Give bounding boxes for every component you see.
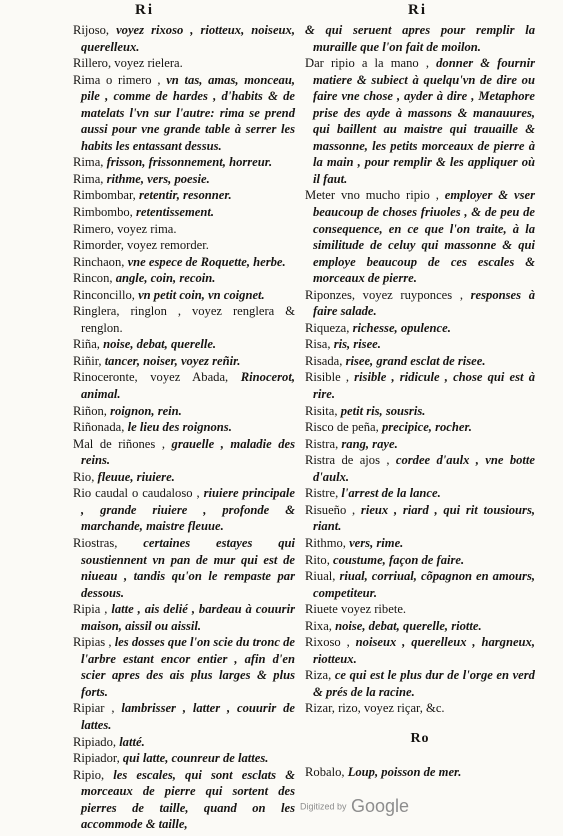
dictionary-entry [305, 552, 535, 569]
dictionary-entry [73, 55, 295, 72]
watermark-prefix: Digitized by [300, 801, 347, 812]
dictionary-entry [73, 734, 295, 751]
dictionary-entry [305, 419, 535, 436]
digitization-watermark [300, 796, 409, 817]
dictionary-entry [73, 403, 295, 420]
entry-headword: Meter vno mucho ripio , [305, 188, 445, 203]
entry-definition: le lieu des roignons. [127, 420, 232, 435]
entry-definition: vers, rime. [349, 535, 404, 550]
dictionary-entry [73, 336, 295, 353]
entry-headword: Risa, [305, 337, 334, 352]
entry-definition: employer & vser beaucoup de choses friuoles , & de peu de consequence, en ce que l'on traite, à la similitude de celuy qui massonne & qui employe beaucoup de ces escales & morceaux de pierre. [313, 188, 535, 286]
entry-definition: Loup, poisson de mer. [347, 764, 462, 779]
entry-definition: cordee d'aulx , vne botte d'aulx. [313, 453, 536, 484]
entry-headword: Rillero, voyez rielera. [73, 56, 183, 71]
dictionary-entry [73, 469, 295, 486]
dictionary-entry [305, 187, 535, 286]
entry-definition: donner & fournir matiere & subiect à quelqu'vn de dire ou faire vne chose , ayder à dire , Metaphore prise des ayde à massons & manauures, qui baillent au maistre qui trauaille & massonne, les petits morceaux de pierre à la main , pour remplir & les appliquer où il faut. [313, 56, 535, 186]
entry-definition: vn petit coin, vn coignet. [138, 287, 265, 302]
dictionary-entry [73, 700, 295, 733]
dictionary-entry [73, 353, 295, 370]
dictionary-entry [73, 485, 295, 535]
entry-definition: fleuue, riuiere. [97, 469, 175, 484]
dictionary-entry [305, 436, 535, 453]
dictionary-entry [305, 485, 535, 502]
entry-definition: l'arrest de la lance. [341, 486, 441, 501]
dictionary-entry [73, 436, 295, 469]
dictionary-entry [305, 634, 535, 667]
dictionary-entry [73, 287, 295, 304]
entry-definition: lambrisser , latter , couurir de lattes. [81, 701, 295, 732]
entry-definition: angle, coin, recoin. [115, 271, 216, 286]
entry-headword: Rito, [305, 552, 333, 567]
entry-definition: rithme, vers, poesie. [106, 171, 210, 186]
entry-definition: vn tas, amas, monceau, pile , comme de hardes , d'habits & de matelats l'vn sur l'autre: rima se prend aussi pour vne grande table à serrer les habits les entassant dessus. [81, 72, 295, 153]
entry-definition: precipice, rocher. [381, 420, 472, 435]
entry-headword: Ristra, [305, 436, 342, 451]
entry-headword: Rima o rimero , [73, 72, 167, 87]
dictionary-entry [305, 452, 535, 485]
dictionary-entry [73, 535, 295, 601]
entry-definition: retentissement. [135, 205, 214, 220]
entry-definition: qui latte, counreur de lattes. [122, 751, 269, 766]
entry-definition: petit ris, sousris. [340, 403, 426, 418]
right-running-head: Ri [408, 2, 427, 18]
dictionary-entry [73, 221, 295, 238]
dictionary-entry [305, 287, 535, 320]
entry-definition: voyez rixoso , riotteux, noiseux, querelleux. [81, 23, 295, 54]
entry-headword: Riqueza, [305, 320, 353, 335]
entry-definition: riuiere principale , grande riuiere , profonde & marchande, maistre fleuue. [81, 486, 295, 534]
entry-headword: Riza, [305, 668, 335, 683]
entry-definition: vne espece de Roquette, herbe. [127, 254, 286, 269]
dictionary-entry [73, 750, 295, 767]
entry-headword: Mal de riñones , [73, 436, 172, 451]
left-running-head: Ri [135, 2, 154, 18]
entry-definition: noise, debat, querelle. [103, 337, 217, 352]
entry-headword: Rinoceronte, voyez Abada, [73, 370, 241, 385]
entry-definition: ris, risee. [333, 337, 381, 352]
entry-headword: Rimbombo, [73, 205, 136, 220]
entry-headword: Rima, [73, 171, 107, 186]
dictionary-entry [305, 764, 535, 781]
entry-headword: Robalo, [305, 764, 348, 779]
dictionary-entry [305, 320, 535, 337]
dictionary-entry [73, 601, 295, 634]
entry-headword: Riñon, [73, 403, 111, 418]
dictionary-entry [73, 767, 295, 833]
dictionary-entry [73, 204, 295, 221]
entry-headword: Ripiar , [73, 701, 122, 716]
dictionary-entry [305, 403, 535, 420]
entry-definition: frisson, frissonnement, horreur. [106, 155, 273, 170]
running-header [0, 2, 563, 22]
entry-headword: Riñonada, [73, 420, 128, 435]
entry-definition: certaines estayes qui soustiennent vn pan de mur qui est de niueau , tandis qu'on le rempaste par dessous. [81, 535, 296, 600]
dictionary-entry [305, 22, 535, 55]
entry-definition: les escales, qui sont esclats & morceaux de pierre qui sortent des pierres de taille, quand on les accommode & taille, [81, 767, 295, 832]
dictionary-entry [305, 667, 535, 700]
entry-headword: Rimorder, voyez remorder. [73, 238, 209, 253]
entry-headword: Rinchaon, [73, 254, 128, 269]
dictionary-entry [305, 601, 535, 618]
entry-headword: Rimero, voyez rima. [73, 221, 177, 236]
dictionary-entry [305, 502, 535, 535]
entry-headword: Risita, [305, 403, 341, 418]
entry-definition: Rinocerot, animal. [81, 370, 295, 402]
entry-headword: Rincon, [73, 271, 116, 286]
entry-definition: noise, debat, querelle, riotte. [335, 618, 482, 633]
entry-definition: risible , ridicule , chose qui est à rire. [313, 370, 535, 402]
entry-headword: Risible , [305, 370, 355, 385]
entry-definition: noiseux , querelleux , hargneux, riotteux. [313, 635, 536, 666]
entry-headword: Riña, [73, 337, 104, 352]
entry-headword: Risada, [305, 353, 346, 368]
entry-headword: Rio, [73, 469, 98, 484]
dictionary-entry [73, 419, 295, 436]
dictionary-entry [73, 270, 295, 287]
entry-headword: Ristra de ajos , [305, 453, 396, 468]
dictionary-entry [305, 55, 535, 187]
entry-headword: Rima, [73, 155, 107, 170]
entry-headword: Ringlera, ringlon , voyez renglera & renglon. [73, 304, 295, 335]
entry-definition: ce qui est le plus dur de l'orge en verd & prés de la racine. [313, 668, 535, 699]
entry-headword: Dar ripio a la mano , [305, 56, 437, 71]
entry-headword: Riponzes, voyez ruyponces , [305, 287, 471, 302]
entry-definition: latte , ais delié , bardeau à couurir maison, aissil ou aissil. [81, 602, 295, 633]
entry-definition: rieux , riard , qui rit tousiours, riant. [313, 502, 535, 534]
entry-definition: grauelle , maladie des reins. [81, 436, 295, 468]
dictionary-entry [305, 618, 535, 635]
entry-headword: Riñir, [73, 353, 105, 368]
entry-headword: Rixoso , [305, 635, 356, 650]
dictionary-entry [305, 700, 535, 717]
dictionary-entry [73, 634, 295, 700]
entry-headword: Ripio, [73, 767, 114, 782]
entry-definition: les dosses que l'on scie du tronc de l'arbre estant encor entier , afin d'en scier apres des ais plus larges & plus forts. [81, 635, 295, 699]
entry-headword: Risueño , [305, 502, 361, 517]
entry-headword: Risco de peña, [305, 420, 382, 435]
entry-headword: Rijoso, [73, 23, 117, 37]
entry-definition: responses à faire salade. [313, 287, 535, 319]
dictionary-entry [73, 303, 295, 336]
entry-headword: Ristre, [305, 486, 342, 501]
entry-headword: Ripiado, [73, 734, 120, 749]
dictionary-entry [305, 535, 535, 552]
entry-headword: Rio caudal o caudaloso , [73, 486, 204, 501]
entry-definition: rang, raye. [341, 436, 398, 451]
dictionary-entry [73, 171, 295, 188]
dictionary-entry [73, 237, 295, 254]
section-heading: Ro [410, 730, 430, 746]
entry-definition: & qui seruent apres pour remplir la muraille que l'on fait de moilon. [305, 23, 535, 54]
entry-definition: risee, grand esclat de risee. [345, 353, 486, 368]
entry-headword: Rinconcillo, [73, 287, 139, 302]
entry-definition: richesse, opulence. [352, 320, 451, 335]
entry-headword: Rizar, rizo, voyez riçar, &c. [305, 701, 445, 716]
dictionary-entry [305, 568, 535, 601]
entry-headword: Riual, [305, 569, 340, 584]
entry-headword: Rimbombar, [73, 188, 139, 203]
right-column [305, 22, 535, 780]
entry-headword: Riostras, [73, 535, 144, 550]
entry-definition: tancer, noiser, voyez reñir. [104, 353, 241, 368]
entry-headword: Ripiador, [73, 751, 123, 766]
entry-headword: Ripia , [73, 602, 112, 617]
entry-definition: retentir, resonner. [138, 188, 232, 203]
dictionary-entry [73, 369, 295, 402]
dictionary-entry [305, 353, 535, 370]
entry-headword: Rithmo, [305, 535, 350, 550]
entry-definition: coustume, façon de faire. [333, 552, 465, 567]
entry-headword: Ripias , [73, 635, 115, 650]
dictionary-entry [73, 22, 295, 55]
dictionary-entry [305, 369, 535, 402]
dictionary-entry [73, 154, 295, 171]
entry-headword: Rixa, [305, 618, 336, 633]
dictionary-entry [73, 254, 295, 271]
entry-definition: roignon, rein. [110, 403, 182, 418]
entry-definition: riual, corriual, cõpagnon en amours, competiteur. [313, 569, 535, 600]
left-column [73, 22, 295, 833]
dictionary-entry [305, 336, 535, 353]
google-logo-text: Google [350, 796, 410, 816]
dictionary-entry [73, 187, 295, 204]
dictionary-entry [73, 72, 295, 155]
entry-headword: Riuete voyez ribete. [305, 602, 407, 617]
entry-definition: latté. [119, 734, 145, 749]
